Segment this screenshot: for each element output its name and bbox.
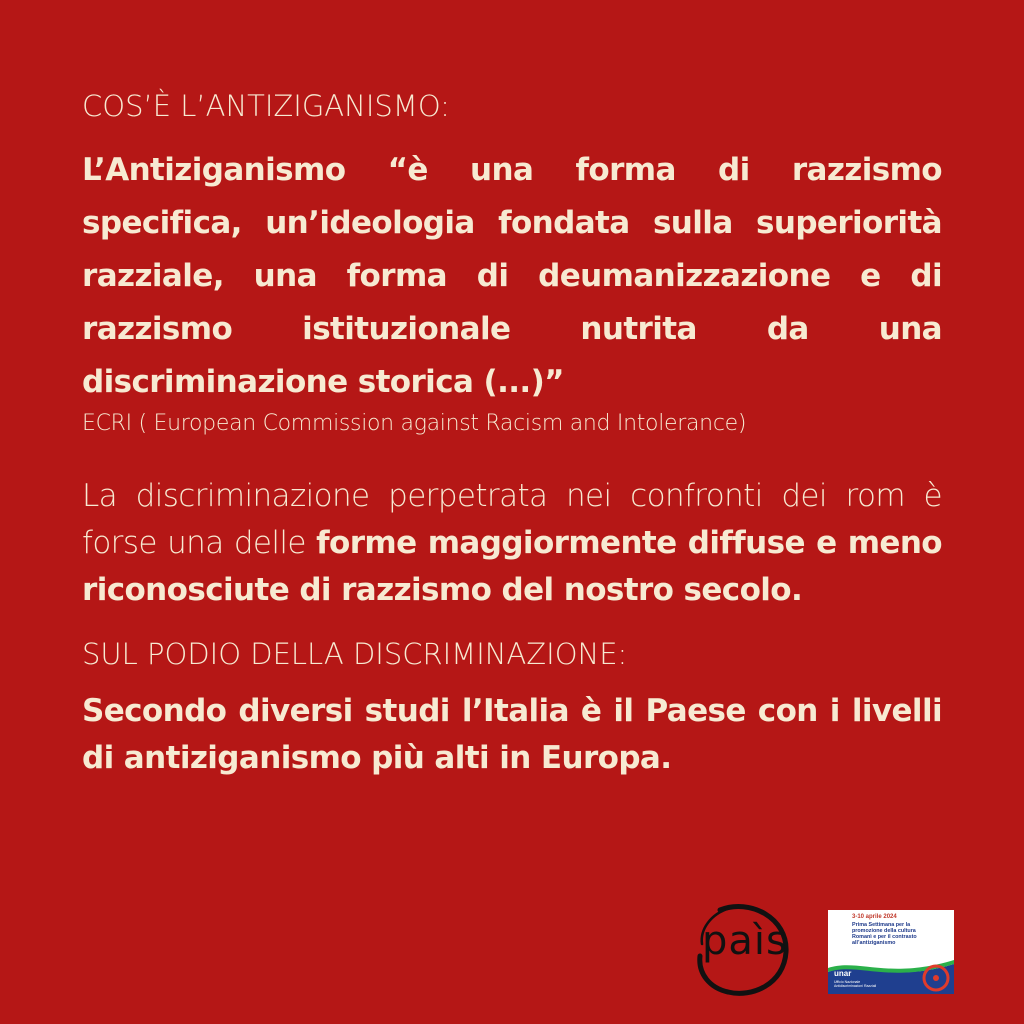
section-heading-podio: SUL PODIO DELLA DISCRIMINAZIONE:: [82, 637, 628, 671]
main-content: [82, 86, 942, 782]
italy-statement: Secondo diversi studi l’Italia è il Paese con i livelli di antiziganismo più alti in Europa.: [82, 693, 942, 776]
pais-logo: [690, 900, 794, 1000]
ecri-quote: L’Antiziganismo “è una forma di razzismo specifica, un’ideologia fondata sulla superiorità razziale, una forma di deumanizzazione e di razzismo istituzionale nutrita da una discriminazione storica (...)”: [82, 152, 942, 400]
unar-subtitle: Ufficio Nazionale Antidiscriminazioni Razziali: [834, 980, 877, 988]
poster-title: Prima Settimana per la promozione della cultura Romanì e per il contrasto all’antiziganismo: [852, 922, 917, 946]
pais-wordmark: paìs: [702, 918, 788, 964]
discrimination-paragraph: [82, 473, 942, 614]
poster-date: 3-10 aprile 2024: [852, 914, 897, 920]
unar-logo-text: unar: [834, 969, 852, 978]
paragraph-bold-text: forme maggiormente diffuse e meno riconosciute di razzismo del nostro secolo.: [82, 525, 942, 608]
paragraph-light-text: La discriminazione perpetrata nei confronti dei rom è forse una delle: [82, 478, 942, 561]
section-heading-antiziganismo: COS’È L’ANTIZIGANISMO:: [82, 89, 450, 123]
quote-source: ECRI ( European Commission against Racism and Intolerance): [82, 411, 747, 436]
settimana-poster-logo: [828, 910, 954, 994]
